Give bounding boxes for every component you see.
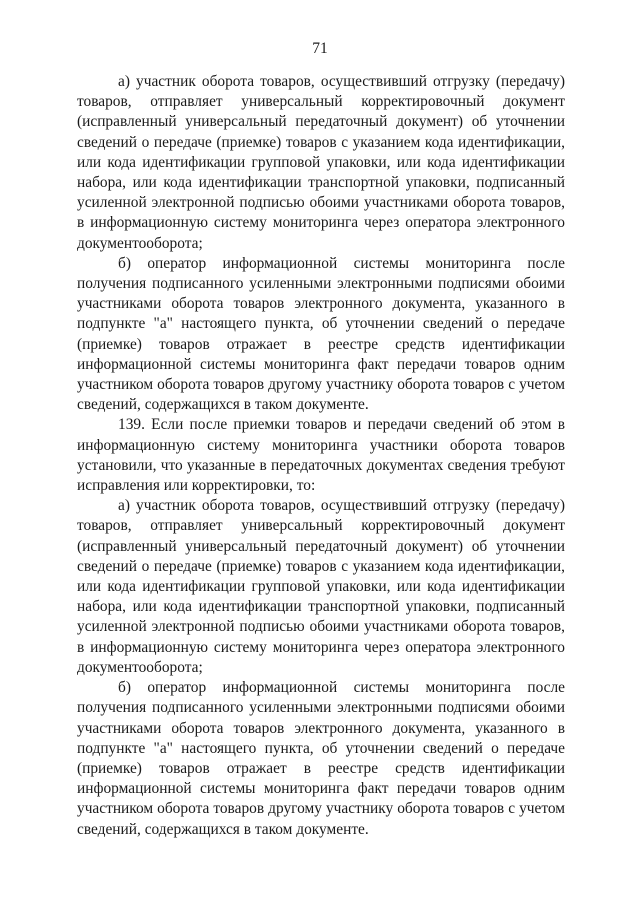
paragraph-139: 139. Если после приемки товаров и передачи сведений об этом в информационную систему мониторинга участники оборота товаров установили, что указанные в передаточных документах сведения требуют исправления или корректировки, то: — [77, 416, 565, 495]
paragraph-a-second: а) участник оборота товаров, осуществивший отгрузку (передачу) товаров, отправляет универсальный корректировочный документ (исправленный универсальный передаточный документ) об уточнении сведений о передаче (приемке) товаров с указанием кода идентификации, или кода идентификации групповой упаковки, или кода идентификации набора, или кода идентификации транспортной упаковки, подписанный усиленной электронной подписью обоими участниками оборота товаров, в информационную систему мониторинга через оператора электронного документооборота; — [77, 497, 565, 676]
paragraph-b-first: б) оператор информационной системы мониторинга после получения подписанного усиленными электронными подписями обоими участниками оборота товаров электронного документа, указанного в подпункте "а" настоящего пункта, об уточнении сведений о передаче (приемке) товаров отражает в реестре средств идентификации информационной системы мониторинга факт передачи товаров одним участником оборота товаров другому участнику оборота товаров с учетом сведений, содержащихся в таком документе. — [77, 254, 565, 414]
paragraph-a-first: а) участник оборота товаров, осуществивший отгрузку (передачу) товаров, отправляет универсальный корректировочный документ (исправленный универсальный передаточный документ) об уточнении сведений о передаче (приемке) товаров с указанием кода идентификации, или кода идентификации групповой упаковки, или кода идентификации набора, или кода идентификации транспортной упаковки, подписанный усиленной электронной подписью обоими участниками оборота товаров, в информационную систему мониторинга через оператора электронного документооборота; — [77, 73, 565, 252]
document-body — [77, 72, 565, 840]
page-number: 71 — [312, 40, 328, 57]
paragraph-b-second: б) оператор информационной системы мониторинга после получения подписанного усиленными электронными подписями обоими участниками оборота товаров электронного документа, указанного в подпункте "а" настоящего пункта, об уточнении сведений о передаче (приемке) товаров отражает в реестре средств идентификации информационной системы мониторинга факт передачи товаров одним участником оборота товаров другому участнику оборота товаров с учетом сведений, содержащихся в таком документе. — [77, 679, 565, 838]
